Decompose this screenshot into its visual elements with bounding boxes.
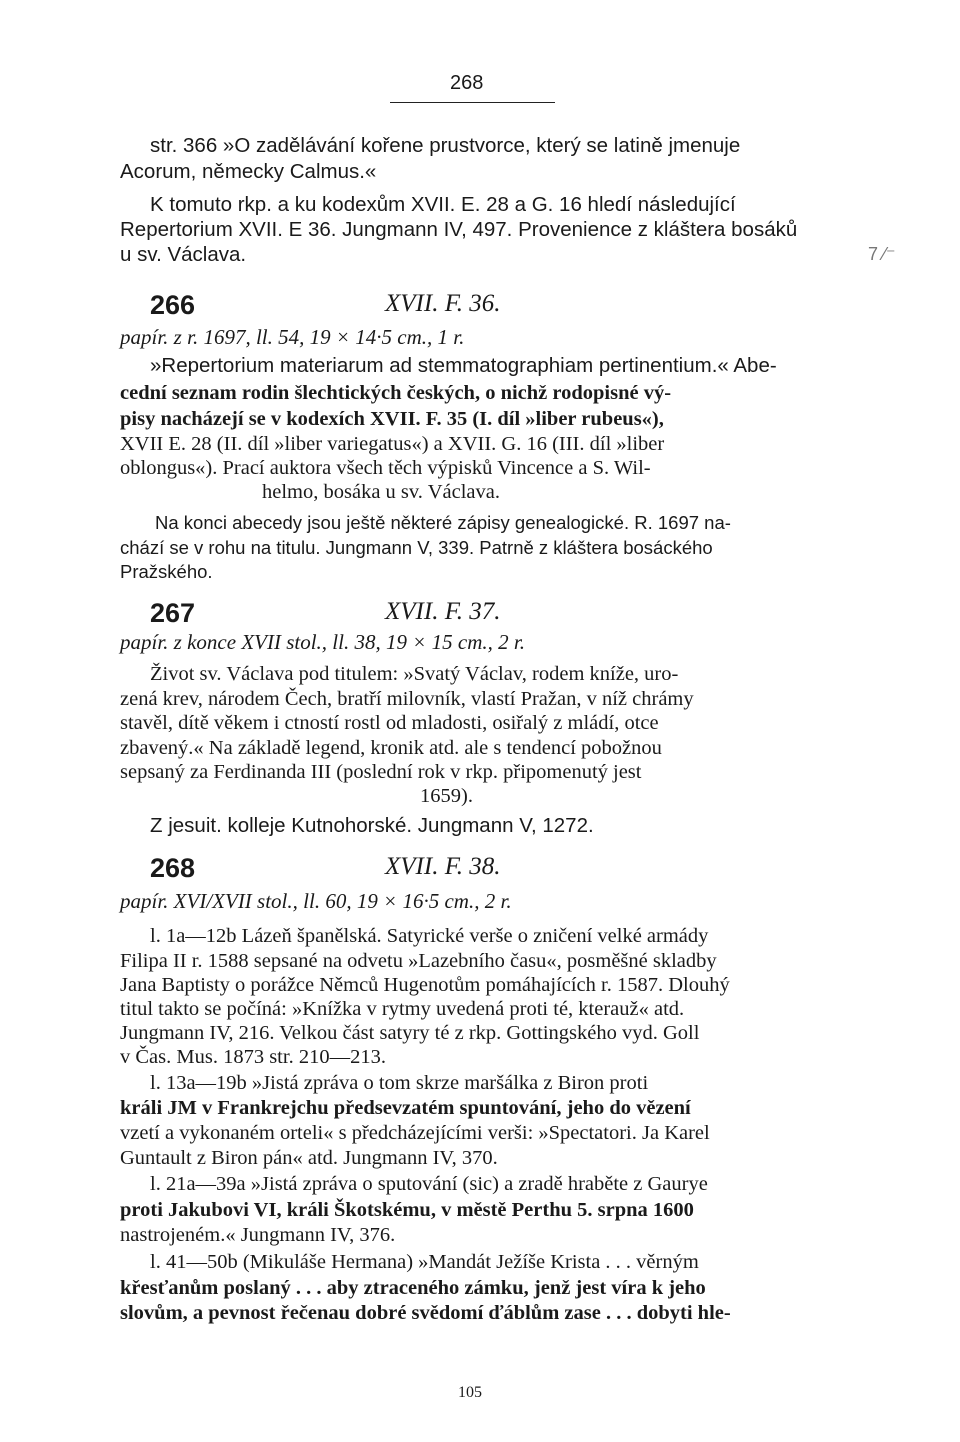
text-line: křesťanům poslaný . . . aby ztraceného zámku, jenž jest víra k jeho <box>120 1277 706 1299</box>
folio-number: 105 <box>458 1384 482 1401</box>
text-line: »Repertorium materiarum ad stemmatographiam pertinentium.« Abe- <box>150 354 777 377</box>
text-line: zená krev, národem Čech, bratří milovník, vlastí Pražan, v níž chrámy <box>120 688 694 710</box>
entry-meta: papír. z konce XVII stol., ll. 38, 19 × 15 cm., 2 r. <box>120 630 525 654</box>
entry-meta: papír. z r. 1697, ll. 54, 19 × 14·5 cm., 1 r. <box>120 325 465 349</box>
text-line: pisy nacházejí se v kodexích XVII. F. 35 (I. díl »liber rubeus«), <box>120 408 664 430</box>
text-line: Acorum, německy Calmus.« <box>120 160 377 183</box>
entry-number: 267 <box>150 598 196 628</box>
text-line: sepsaný za Ferdinanda III (poslední rok v rkp. připomenutý jest <box>120 761 642 783</box>
entry-signature: XVII. F. 37. <box>385 598 501 625</box>
text-line: u sv. Václava. <box>120 243 247 266</box>
text-line: str. 366 »O zadělávání kořene prustvorce, který se latině jmenuje <box>150 134 741 157</box>
text-line: vzetí a vykonaném orteli« s předcházejícími verši: »Spectatori. Ja Karel <box>120 1122 710 1144</box>
text-line: K tomuto rkp. a ku kodexům XVII. E. 28 a G. 16 hledí následující <box>150 193 736 216</box>
text-line: 1659). <box>420 785 473 807</box>
text-line: slovům, a pevnost řečenau dobré svědomí ďáblům zase . . . dobyti hle- <box>120 1302 731 1324</box>
text-line: Život sv. Václava pod titulem: »Svatý Václav, rodem kníže, uro- <box>150 663 679 685</box>
entry-signature: XVII. F. 36. <box>385 290 501 317</box>
text-line: Guntault z Biron pán« atd. Jungmann IV, 370. <box>120 1147 498 1169</box>
margin-annotation: 7 ⁄⁻ <box>868 244 896 264</box>
text-line: Jana Baptisty o porážce Němců Hugenotům pomáhajících r. 1587. Dlouhý <box>120 974 730 996</box>
header-rule <box>390 102 555 103</box>
note-line: Na konci abecedy jsou ještě některé zápisy genealogické. R. 1697 na- <box>155 512 731 533</box>
text-line: titul takto se počíná: »Knížka v rytmy uvedená proti té, kterauž« atd. <box>120 998 685 1020</box>
entry-number: 266 <box>150 290 196 320</box>
entry-meta: papír. XVI/XVII stol., ll. 60, 19 × 16·5 cm., 2 r. <box>120 889 512 913</box>
text-line: l. 13a—19b »Jistá zpráva o tom skrze maršálka z Biron proti <box>150 1072 649 1094</box>
note-line: chází se v rohu na titulu. Jungmann V, 339. Patrně z kláštera bosáckého <box>120 537 713 558</box>
note-line: Pražského. <box>120 561 213 582</box>
text-line: nastrojeném.« Jungmann IV, 376. <box>120 1224 396 1246</box>
text-line: helmo, bosáka u sv. Václava. <box>262 481 500 503</box>
text-line: Repertorium XVII. E 36. Jungmann IV, 497. Provenience z kláštera bosáků <box>120 218 798 241</box>
text-line: králi JM v Frankrejchu předsevzatém spuntování, jeho do vězení <box>120 1097 691 1119</box>
entry-signature: XVII. F. 38. <box>385 853 501 880</box>
text-line: proti Jakubovi VI, králi Škotskému, v městě Perthu 5. srpna 1600 <box>120 1199 694 1221</box>
note-line: Z jesuit. kolleje Kutnohorské. Jungmann V, 1272. <box>150 814 594 837</box>
text-line: v Čas. Mus. 1873 str. 210—213. <box>120 1046 386 1068</box>
text-line: cední seznam rodin šlechtických českých, o nichž rodopisné vý- <box>120 382 672 404</box>
text-line: stavěl, dítě věkem i ctností rostl od mladosti, osiřalý z mládí, otce <box>120 712 659 734</box>
text-line: l. 1a—12b Lázeň španělská. Satyrické verše o zničení velké armády <box>150 925 709 947</box>
text-line: Filipa II r. 1588 sepsané na odvetu »Lazebního času«, posměšné skladby <box>120 950 717 972</box>
page-number: 268 <box>450 72 484 94</box>
text-line: oblongus«). Prací auktora všech těch výpisků Vincence a S. Wil- <box>120 457 651 479</box>
text-line: l. 21a—39a »Jistá zpráva o sputování (sic) a zradě hraběte z Gaurye <box>150 1173 708 1195</box>
text-line: XVII E. 28 (II. díl »liber variegatus«) a XVII. G. 16 (III. díl »liber <box>120 433 665 455</box>
text-line: Jungmann IV, 216. Velkou část satyry té z rkp. Gottingského vyd. Goll <box>120 1022 700 1044</box>
text-line: zbavený.« Na základě legend, kronik atd. ale s tendencí pobožnou <box>120 737 662 759</box>
entry-number: 268 <box>150 853 196 883</box>
text-line: l. 41—50b (Mikuláše Hermana) »Mandát Ježíše Krista . . . věrným <box>150 1251 699 1273</box>
